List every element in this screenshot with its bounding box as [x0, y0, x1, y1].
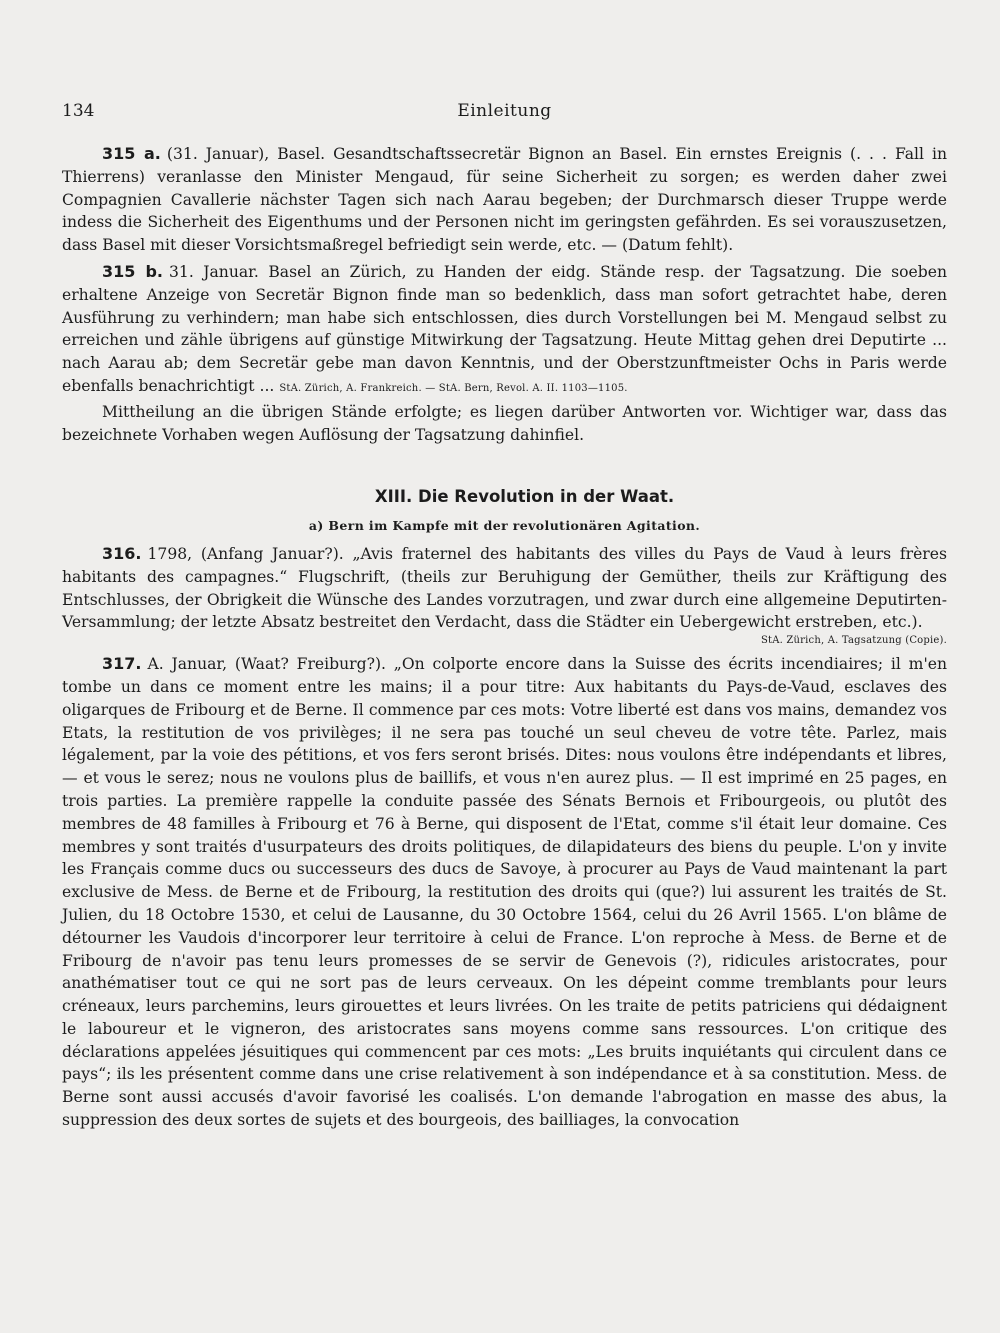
- entry-number: 315 b.: [102, 261, 163, 281]
- entry-text: 31. Januar. Basel an Zürich, zu Handen der eidg. Stände resp. der Tagsatzung. Die soeben erhaltene Anzeige von Secretär Bignon finde man so bedenklich, dass man sofort getrachtet habe, deren Ausführung zu verhindern; man habe sich entschlossen, dies durch Vorstellungen bei M. Mengaud selbst zu erreichen und zähle übrigens auf günstige Mitwirkung der Tagsatzung. Heute Mittag gehen drei Deputirte ... nach Aarau ab; dem Secretär gebe man davon Kenntnis, und der Oberstzunftmeister Ochs in Paris werde ebenfalls benachrichtigt ...: [62, 262, 947, 395]
- page-header: [62, 101, 947, 127]
- running-title: Einleitung: [457, 101, 552, 121]
- entry-number: 317.: [102, 654, 142, 674]
- entry-316: [62, 543, 947, 649]
- entry-text: 1798, (Anfang Januar?). „Avis fraternel des habitants des villes du Pays de Vaud à leurs frères habitants des campagnes.“ Flugschrift, (theils zur Beruhigung der Gemüther, theils zur Kräftigung des Entschlusses, der Obrigkeit die Wünsche des Landes vorzutragen, und zwar durch eine allgemeine Deputirten-Versammlung; der letzte Absatz bestreitet den Verdacht, dass die Städter ein Uebergewicht erstreben, etc.).: [62, 544, 947, 632]
- entry-text: (31. Januar), Basel. Gesandtschaftssecretär Bignon an Basel. Ein ernstes Ereignis (. . . Fall in Thierrens) veranlasse den Minister Mengaud, für seine Sicherheit zu sorgen; es werden daher zwei Compagnien Cavallerie nächster Tagen sich nach Aarau begeben; der Durchmarsch dieser Truppe werde indess die Sicherheit des Eigenthums und der Personen nicht im geringsten gefährden. Es sei vorauszusetzen, dass Basel mit dieser Vorsichtsmaßregel befriedigt sein werde, etc. — (Datum fehlt).: [62, 145, 948, 255]
- page-number: 134: [62, 101, 95, 121]
- entry-text: A. Januar, (Waat? Freiburg?). „On colporte encore dans la Suisse des écrits incendiaires; il m'en tombe un dans ce moment entre les mains; il a pour titre: Aux habitants du Pays-de-Vaud, esclaves des oligarques de Fribourg et de Berne. Il commence par ces mots: Votre liberté est dans vos mains, demandez vos Etats, la restitution de vos privilèges; il ne sera pas touché un seul cheveu de votre tête. Parlez, mais légalement, par la voie des pétitions, et vos fers seront brisés. Dites: nous voulons être indépendants et libres, — et vous le serez; nous ne voulons plus de baillifs, et vous n'en aurez plus. — Il est imprimé en 25 pages, en trois parties. La première rappelle la conduite passée des Sénats Bernois et Fribourgeois, ou plutôt des membres de 48 familles à Fribourg et 76 à Berne, qui disposent de l'Etat, comme s'il était leur domaine. Ces membres y sont traités d'usurpateurs des droits politiques, de dilapidateurs des biens du peuple. L'on y invite les Français comme ducs ou successeurs des ducs de Savoye, à procurer au Pays de Vaud maintenant la part exclusive de Mess. de Berne et de Fribourg, la restitution des droits qui (que?) lui assurent les traités de St. Julien, du 18 Octobre 1530, et celui de Lausanne, du 30 Octobre 1564, celui du 26 Avril 1565. L'on blâme de détourner les Vaudois d'incorporer leur territoire à celui de France. L'on reproche à Mess. de Berne et de Fribourg de n'avoir pas tenu leurs promesses de se servir de Genevois (?), ridicules aristocrates, pour anathématiser tout ce qui ne sort pas de leurs cerveaux. On les dépeint comme tremblants pour leurs créneaux, leurs parchemins, leurs girouettes et leurs livrées. On les traite de petits patriciens qui dédaignent le laboureur et le vigneron, des aristocrates sans moyens comme sans ressources. L'on critique des déclarations appelées jésuitiques qui commencent par ces mots: „Les bruits inquiétants qui circulent dans ce pays“; ils les présentent comme dans une crise relativement à son indépendance et à sa constitution. Mess. de Berne sont aussi accusés d'avoir favorisé les coalisés. L'on demande l'abrogation en masse des abus, la suppression des deux sortes de sujets et des bourgeois, des bailliages, la convocation: [62, 655, 947, 1130]
- page-body: [62, 139, 947, 1132]
- entry-315b: [62, 261, 947, 401]
- entry-number: 316.: [102, 543, 142, 563]
- source-citation: StA. Zürich, A. Tagsatzung (Copie).: [760, 635, 947, 647]
- entry-315a: [62, 143, 947, 257]
- continuation-paragraph: Mittheilung an die übrigen Stände erfolgte; es liegen darüber Antworten vor. Wichtiger war, dass das bezeichnete Vorhaben wegen Auflösung der Tagsatzung dahinfiel.: [62, 402, 947, 444]
- subsection-title: a) Bern im Kampfe mit der revolutionären Agitation.: [308, 518, 701, 534]
- source-citation: StA. Zürich, A. Frankreich. — StA. Bern, Revol. A. II. 1103—1105.: [279, 382, 628, 394]
- section-title: XIII. Die Revolution in der Waat.: [374, 487, 675, 507]
- entry-number: 315 a.: [102, 144, 161, 163]
- entry-317: [62, 653, 947, 1132]
